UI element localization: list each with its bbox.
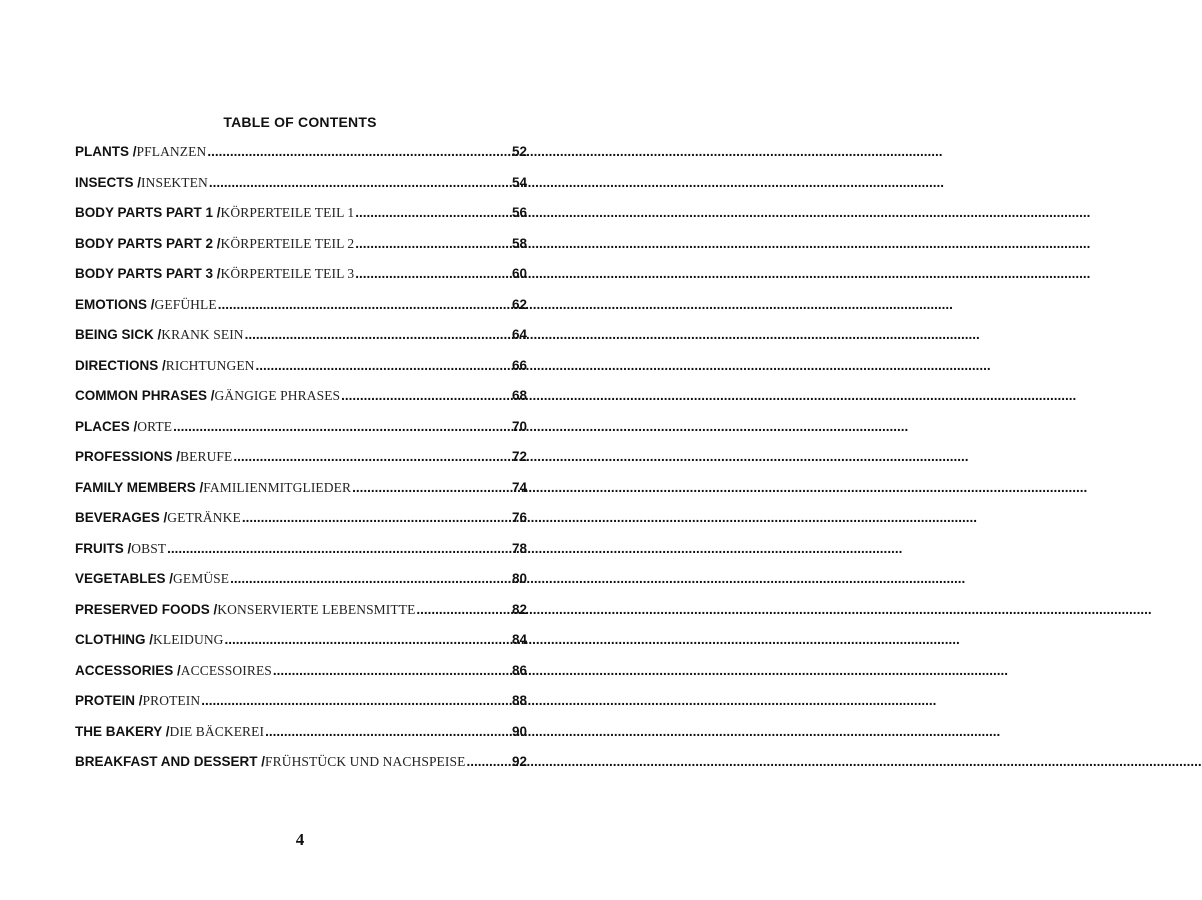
entry-page-number: 92 — [511, 754, 527, 769]
toc-entry — [75, 358, 527, 389]
entry-page-number: 76 — [511, 510, 527, 525]
toc-entry — [75, 663, 527, 694]
toc-entry — [75, 144, 527, 175]
entry-german-title: GETRÄNKE — [167, 510, 241, 525]
entry-german-title: DIE BÄCKEREI — [169, 723, 265, 739]
book-page — [0, 0, 600, 900]
entry-english-title: BODY PARTS PART 3 / — [75, 266, 221, 281]
toc-entry — [75, 693, 527, 724]
dot-leader — [355, 205, 511, 220]
entry-english-title: BODY PARTS PART 1 / — [75, 205, 221, 220]
entry-german-title: ORTE — [137, 418, 173, 434]
entry-german-title: INSEKTEN — [141, 174, 208, 190]
entry-english-title: COMMON PHRASES / — [75, 388, 215, 403]
toc-entry — [75, 632, 527, 663]
entry-page-number: 62 — [511, 296, 527, 312]
dot-leader — [207, 144, 511, 159]
entry-english-title: PLANTS / — [75, 144, 137, 159]
entry-english-title: CLOTHING / — [75, 632, 153, 647]
toc-entry — [75, 449, 527, 480]
entry-page-number: 84 — [511, 632, 527, 647]
entry-page-number: 56 — [511, 205, 527, 220]
toc-entry — [75, 541, 527, 572]
entry-page-number: 58 — [511, 235, 527, 251]
toc-list — [75, 144, 527, 785]
toc-entry — [75, 388, 527, 419]
toc-title: TABLE OF CONTENTS — [223, 114, 377, 130]
dot-leader — [416, 602, 511, 617]
entry-english-title: INSECTS / — [75, 174, 142, 190]
entry-english-title: BEVERAGES / — [75, 510, 168, 525]
entry-german-title: OBST — [131, 540, 167, 556]
entry-german-title: GEFÜHLE — [154, 296, 217, 312]
toc-entry — [75, 266, 527, 297]
dot-leader — [201, 693, 511, 708]
entry-page-number: 70 — [511, 418, 527, 434]
toc-entry — [75, 205, 527, 236]
toc-entry — [75, 754, 527, 785]
dot-leader — [352, 480, 511, 495]
entry-german-title: GEMÜSE — [173, 571, 230, 586]
entry-english-title: PLACES / — [75, 418, 138, 434]
dot-leader — [273, 663, 511, 678]
entry-english-title: FAMILY MEMBERS / — [75, 479, 204, 495]
entry-english-title: EMOTIONS / — [75, 296, 155, 312]
entry-page-number: 60 — [511, 266, 527, 281]
entry-page-number: 54 — [511, 174, 527, 190]
toc-entry — [75, 510, 527, 541]
toc-entry — [75, 327, 527, 358]
entry-german-title: ACCESSOIRES — [180, 662, 272, 678]
entry-page-number: 52 — [511, 144, 527, 159]
entry-german-title: KONSERVIERTE LEBENSMITTE — [217, 601, 416, 617]
toc-entry — [75, 175, 527, 206]
entry-english-title: PROFESSIONS / — [75, 449, 181, 464]
dot-leader — [245, 327, 511, 342]
entry-german-title: BERUFE — [180, 449, 233, 464]
entry-page-number: 82 — [511, 601, 527, 617]
entry-german-title: PFLANZEN — [136, 144, 207, 159]
entry-english-title: BODY PARTS PART 2 / — [75, 235, 221, 251]
entry-english-title: DIRECTIONS / — [75, 357, 166, 373]
dot-leader — [355, 236, 511, 251]
entry-german-title: KLEIDUNG — [153, 632, 224, 647]
entry-page-number: 66 — [511, 357, 527, 373]
toc-entry — [75, 571, 527, 602]
entry-page-number: 88 — [511, 693, 527, 708]
dot-leader — [265, 724, 511, 739]
entry-english-title: ACCESSORIES / — [75, 662, 181, 678]
entry-page-number: 64 — [511, 327, 527, 342]
toc-entry — [75, 602, 527, 633]
entry-german-title: GÄNGIGE PHRASES — [214, 388, 341, 403]
entry-english-title: FRUITS / — [75, 540, 132, 556]
entry-english-title: THE BAKERY / — [75, 723, 170, 739]
entry-german-title: FRÜHSTÜCK UND NACHSPEISE — [265, 754, 466, 769]
dot-leader — [173, 419, 511, 434]
entry-page-number: 78 — [511, 540, 527, 556]
dot-leader — [355, 266, 511, 281]
toc-entry — [75, 419, 527, 450]
toc-entry — [75, 480, 527, 511]
entry-page-number: 80 — [511, 571, 527, 586]
dot-leader — [218, 297, 511, 312]
entry-page-number: 72 — [511, 449, 527, 464]
toc-entry — [75, 724, 527, 755]
dot-leader — [242, 510, 511, 525]
entry-german-title: KÖRPERTEILE TEIL 3 — [220, 266, 355, 281]
entry-page-number: 90 — [511, 723, 527, 739]
entry-german-title: RICHTUNGEN — [165, 357, 255, 373]
entry-page-number: 68 — [511, 388, 527, 403]
entry-german-title: KÖRPERTEILE TEIL 2 — [220, 235, 355, 251]
dot-leader — [225, 632, 511, 647]
dot-leader — [167, 541, 511, 556]
entry-english-title: PROTEIN / — [75, 693, 143, 708]
entry-german-title: KRANK SEIN — [161, 327, 244, 342]
entry-page-number: 74 — [511, 479, 527, 495]
dot-leader — [233, 449, 511, 464]
entry-page-number: 86 — [511, 662, 527, 678]
dot-leader — [230, 571, 511, 586]
dot-leader — [341, 388, 511, 403]
dot-leader — [256, 358, 511, 373]
entry-english-title: BEING SICK / — [75, 327, 162, 342]
entry-german-title: PROTEIN — [142, 693, 201, 708]
entry-english-title: PRESERVED FOODS / — [75, 601, 218, 617]
entry-english-title: VEGETABLES / — [75, 571, 174, 586]
entry-german-title: FAMILIENMITGLIEDER — [203, 479, 352, 495]
toc-entry — [75, 236, 527, 267]
toc-entry — [75, 297, 527, 328]
entry-german-title: KÖRPERTEILE TEIL 1 — [220, 205, 355, 220]
entry-english-title: BREAKFAST AND DESSERT / — [75, 754, 266, 769]
dot-leader — [209, 175, 511, 190]
page-number: 4 — [295, 830, 305, 849]
dot-leader — [466, 754, 511, 769]
